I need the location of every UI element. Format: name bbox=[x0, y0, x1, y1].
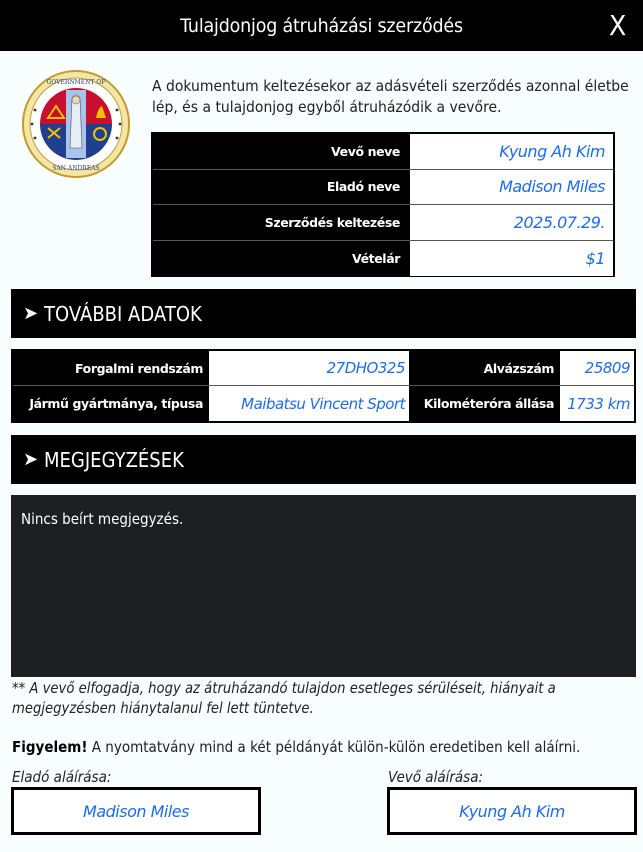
seller-name-label: Eladó neve bbox=[326, 179, 400, 195]
vehicle-info-table bbox=[11, 349, 636, 423]
plate-label: Forgalmi rendszám bbox=[75, 360, 203, 376]
vin-value: 25809 bbox=[560, 351, 634, 385]
warning-bold: Figyelem! bbox=[12, 738, 88, 756]
table-row bbox=[153, 134, 613, 170]
svg-text:GOVERNMENT OF: GOVERNMENT OF bbox=[46, 79, 106, 86]
title-bar bbox=[0, 0, 643, 51]
arrow-right-icon: ➤ bbox=[23, 303, 39, 324]
table-row bbox=[153, 205, 613, 241]
svg-text:SAN ANDREAS: SAN ANDREAS bbox=[52, 165, 100, 172]
notes-box bbox=[11, 495, 636, 677]
contract-date-value: 2025.07.29. bbox=[410, 205, 613, 240]
buyer-name-value: Kyung Ah Kim bbox=[410, 134, 613, 169]
table-row bbox=[13, 351, 634, 386]
odometer-value: 1733 km bbox=[560, 386, 634, 421]
buyer-signature-label: Vevő aláírása: bbox=[388, 768, 484, 786]
close-button[interactable]: X bbox=[608, 9, 627, 42]
additional-data-header bbox=[11, 289, 636, 338]
contract-date-label: Szerződés keltezése bbox=[264, 214, 400, 230]
disclaimer-text: ** A vevő elfogadja, hogy az átruházandó tulajdon esetleges sérüléseit, hiányait a megjegyzésben hiánytalanul fel lett tüntetve. bbox=[12, 679, 556, 717]
price-value: $1 bbox=[410, 241, 613, 277]
government-seal-icon bbox=[22, 70, 130, 178]
model-value: Maibatsu Vincent Sport bbox=[209, 386, 409, 421]
buyer-signature-box: Kyung Ah Kim bbox=[387, 787, 637, 835]
odometer-label: Kilométeróra állása bbox=[423, 396, 554, 411]
seller-signature-box: Madison Miles bbox=[11, 787, 261, 835]
section-title: MEGJEGYZÉSEK bbox=[44, 447, 184, 472]
plate-value: 27DHO325 bbox=[209, 351, 409, 385]
vin-label: Alvázszám bbox=[483, 360, 554, 376]
notes-text: Nincs beírt megjegyzés. bbox=[21, 510, 184, 528]
arrow-right-icon: ➤ bbox=[23, 449, 39, 470]
contract-info-table bbox=[151, 132, 615, 277]
notes-header bbox=[11, 435, 636, 484]
model-label: Jármű gyártmánya, típusa bbox=[29, 396, 203, 411]
seller-signature-label: Eladó aláírása: bbox=[12, 768, 112, 786]
table-row bbox=[153, 241, 613, 277]
seller-name-value: Madison Miles bbox=[410, 170, 613, 205]
window-title: Tulajdonjog átruházási szerződés bbox=[180, 15, 463, 37]
price-label: Vételár bbox=[351, 250, 400, 266]
intro-text: A dokumentum keltezésekor az adásvételi szerződés azonnal életbe lép, és a tulajdonjog egyből átruházódik a vevőre. bbox=[152, 77, 629, 116]
section-title: TOVÁBBI ADATOK bbox=[44, 301, 202, 326]
warning-text: Figyelem! A nyomtatvány mind a két példányát külön-külön eredetiben kell aláírni. bbox=[12, 738, 581, 756]
buyer-name-label: Vevő neve bbox=[331, 143, 400, 159]
table-row bbox=[153, 170, 613, 206]
table-row bbox=[13, 386, 634, 421]
